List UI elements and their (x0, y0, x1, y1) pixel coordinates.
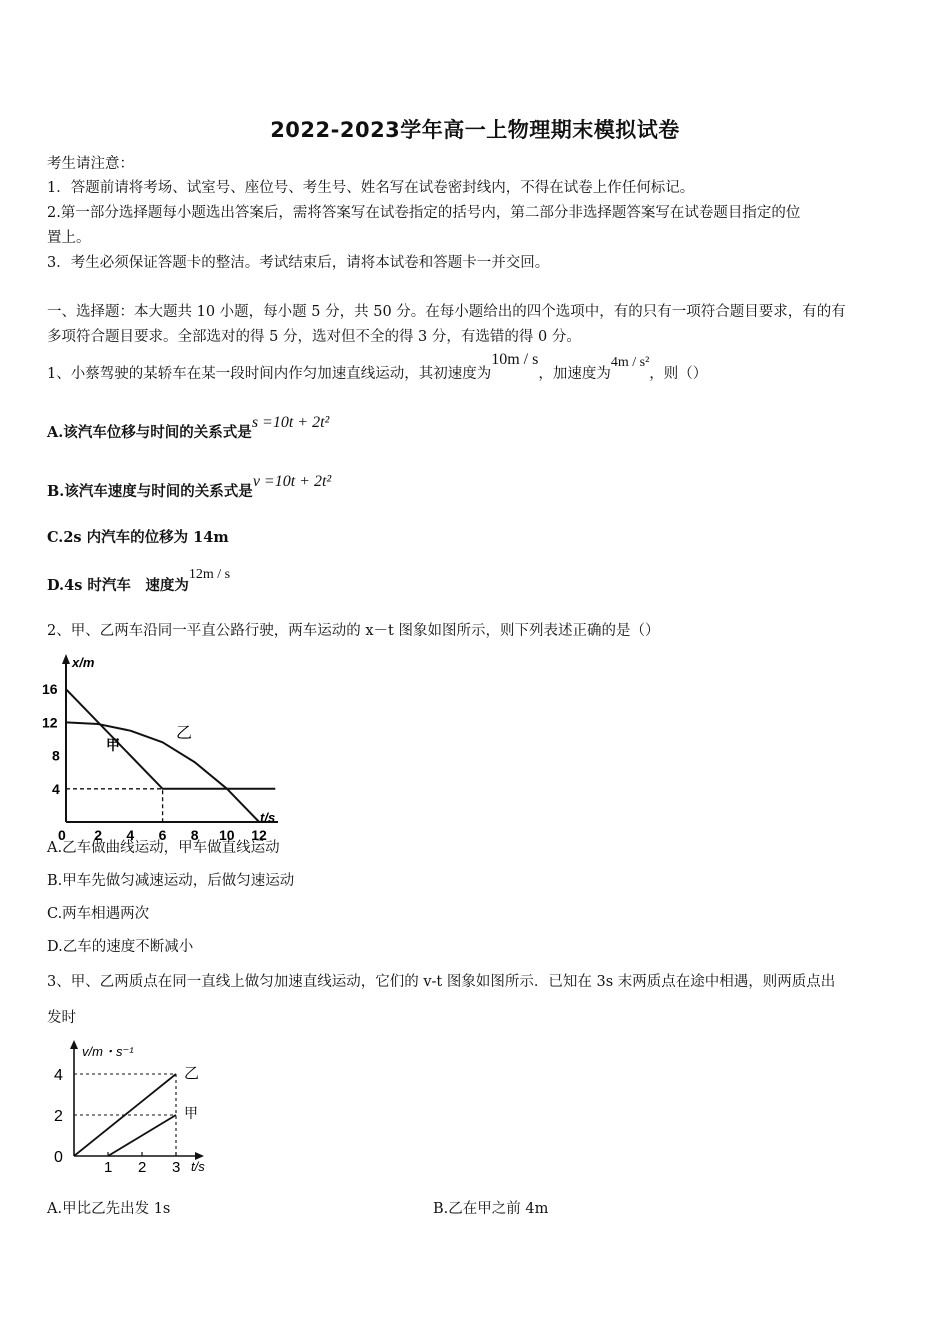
q2-x-tick-6: 6 (158, 827, 167, 843)
q1-option-d (47, 567, 231, 597)
q1-option-d-value: 12m / s (188, 567, 231, 582)
notice-item-1: 1．答题前请将考场、试室号、座位号、考生号、姓名写在试卷密封线内，不得在试卷上作任何标记。 (47, 180, 695, 196)
q1-option-b (47, 473, 332, 502)
q2-dashed-guide (66, 789, 163, 822)
q2-x-label: t/s (260, 810, 276, 825)
q3-option-a: A.甲比乙先出发 1s (47, 1201, 171, 1217)
q2-jia-label: 甲 (106, 737, 120, 753)
q2-series (66, 689, 275, 822)
q3-yi-label: 乙 (184, 1065, 200, 1082)
q2-x-tick-0: 0 (58, 827, 66, 843)
q2-xt-chart (38, 652, 288, 843)
q1-stem-b: ，加速度为 (538, 366, 611, 382)
q2-option-a: A.乙车做曲线运动，甲车做直线运动 (47, 840, 280, 856)
q2-option-d: D.乙车的速度不断减小 (47, 939, 194, 955)
q2-y-label: x/m (72, 655, 95, 670)
q2-x-tick-8: 8 (190, 827, 199, 843)
q3-y-tick-4: 4 (54, 1067, 63, 1084)
q2-y-tick-4: 4 (52, 780, 60, 797)
section-intro-line1: 一、选择题：本大题共 10 小题，每小题 5 分，共 50 分。在每小题给出的四个选项中，有的只有一项符合题目要求，有的有 (47, 304, 846, 320)
q3-jia-label: 甲 (184, 1105, 198, 1121)
section-intro-line2: 多项符合题目要求。全部选对的得 5 分，选对但不全的得 3 分，有选错的得 0 分。 (47, 329, 581, 345)
q2-option-c: C.两车相遇两次 (47, 906, 150, 922)
q2-series-jia-line (66, 689, 275, 789)
q2-x-tick-2: 2 (94, 827, 102, 843)
q3-y-label: v/m・s⁻¹ (82, 1044, 134, 1059)
q2-y-tick-8: 8 (52, 747, 60, 764)
q1-option-c: C.2s 内汽车的位移为 14m (47, 529, 229, 546)
q3-y-tick-0: 0 (54, 1149, 63, 1166)
q2-y-tick-labels (42, 681, 60, 797)
q2-x-tick-10: 10 (219, 827, 235, 843)
q1-option-b-eq: v =10t + 2t² (252, 473, 332, 490)
notice-item-2: 2.第一部分选择题每小题选出答案后，需将答案写在试卷指定的括号内，第二部分非选择题答案写在试卷题目指定的位 (47, 205, 801, 221)
q2-y-tick-16: 16 (42, 681, 58, 698)
q2-guide-lines (66, 789, 163, 822)
q2-stem: 2、甲、乙两车沿同一平直公路行驶，两车运动的 x－t 图象如图所示，则下列表述正确的是（） (47, 623, 660, 639)
q3-y-arrow (70, 1040, 78, 1049)
q3-stem-line1: 3、甲、乙两质点在同一直线上做匀加速直线运动，它们的 v-t 图象如图所示．已知在 3s 末两质点在途中相遇，则两质点出 (47, 974, 836, 990)
q1-acceleration: 4m / s² (610, 355, 650, 370)
q3-x-tick-2: 2 (138, 1159, 147, 1176)
q3-y-tick-labels (54, 1067, 63, 1166)
q3-x-label: t/s (191, 1159, 205, 1174)
q1-option-a-text: A.该汽车位移与时间的关系式是 (47, 424, 252, 441)
q1-option-d-text: D.4s 时汽车 速度为 (47, 577, 189, 594)
page-title: 2022-2023学年高一上物理期末模拟试卷 (270, 118, 680, 142)
q1-option-a (47, 414, 330, 443)
notice-heading: 考生请注意： (47, 156, 134, 172)
q3-vt-chart (48, 1038, 218, 1178)
q2-y-arrow (62, 654, 70, 664)
q3-x-tick-3: 3 (172, 1159, 181, 1176)
q1-stem (47, 351, 708, 385)
q1-option-b-text: B.该汽车速度与时间的关系式是 (47, 483, 253, 500)
q1-initial-velocity: 10m / s (491, 351, 539, 368)
q2-yi-label: 乙 (176, 725, 193, 742)
q1-stem-c: ，则（） (649, 366, 708, 382)
notice-item-2-cont: 置上。 (47, 230, 91, 246)
q3-x-tick-1: 1 (104, 1159, 113, 1176)
q2-option-b: B.甲车先做匀减速运动，后做匀速运动 (47, 873, 295, 889)
q2-x-tick-4: 4 (126, 827, 135, 843)
notice-item-3: 3．考生必须保证答题卡的整洁。考试结束后，请将本试卷和答题卡一并交回。 (47, 255, 550, 271)
q1-option-a-eq: s =10t + 2t² (251, 414, 330, 431)
q3-y-tick-2: 2 (54, 1108, 63, 1125)
q2-y-tick-12: 12 (42, 714, 58, 731)
q1-stem-a: 1、小蔡驾驶的某轿车在某一段时间内作匀加速直线运动，其初速度为 (47, 366, 492, 382)
q3-stem-line2: 发时 (47, 1010, 76, 1026)
q3-option-b: B.乙在甲之前 4m (433, 1201, 549, 1217)
q2-x-tick-12: 12 (251, 827, 267, 843)
